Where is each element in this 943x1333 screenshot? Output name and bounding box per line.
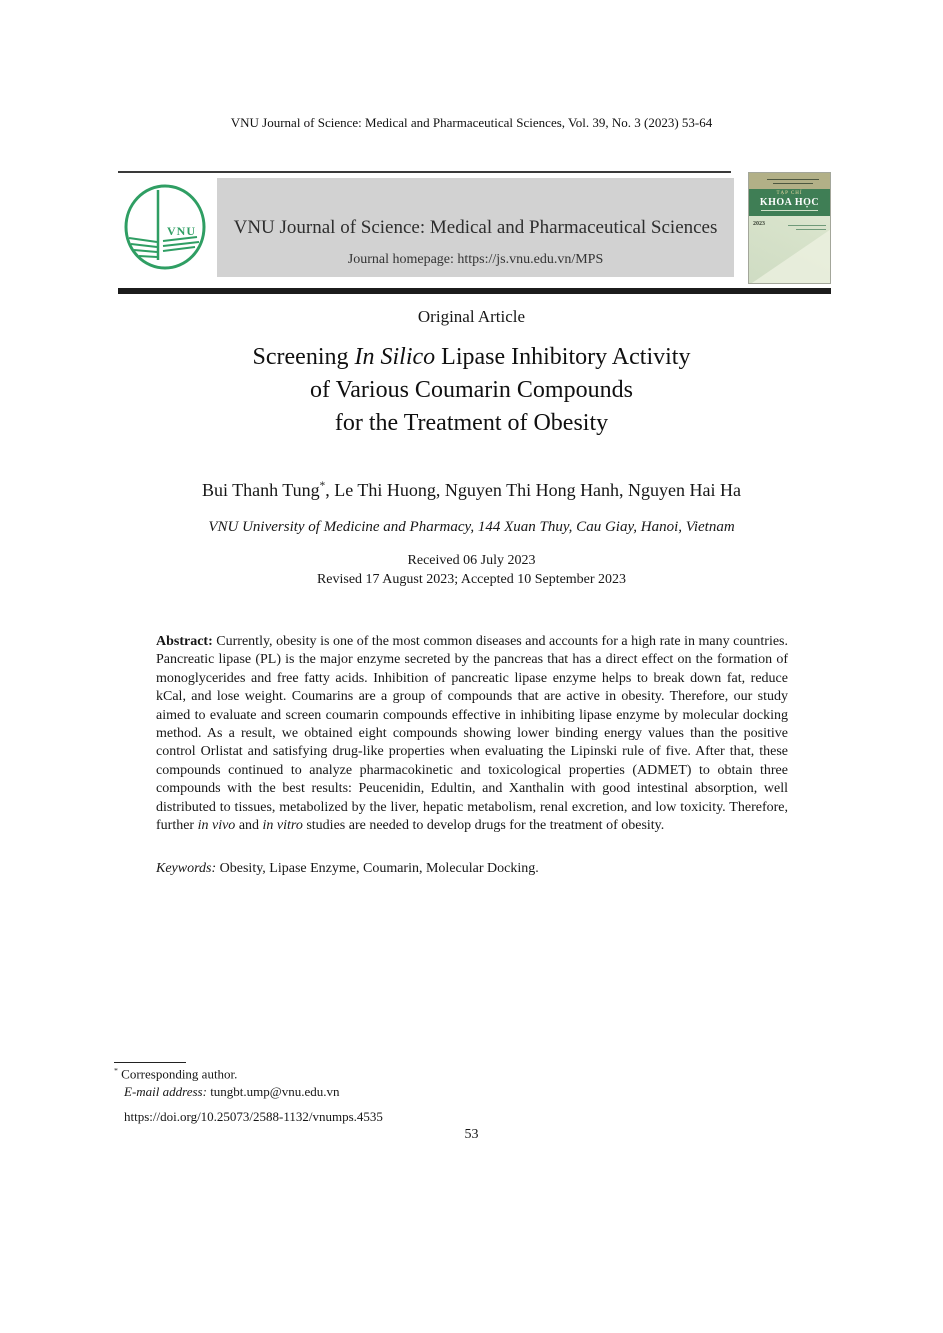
affiliation: VNU University of Medicine and Pharmacy, 144 Xuan Thuy, Cau Giay, Hanoi, Vietnam: [208, 519, 735, 535]
cover-underline-decor: [761, 210, 818, 211]
title-line2: of Various Coumarin Compounds: [310, 377, 633, 403]
cover-top-decor-line: [773, 183, 813, 184]
author-list: [0, 480, 943, 501]
abstract-label: Abstract:: [156, 634, 213, 649]
title-segment: Screening: [252, 344, 355, 370]
email-address-link[interactable]: tungbt.ump@vnu.edu.vn: [210, 1084, 340, 1099]
page-number: 53: [464, 1127, 479, 1142]
footnote-corresponding-text: Corresponding author.: [121, 1066, 238, 1082]
footnote-corresponding: [114, 1066, 237, 1082]
abstract-italic-in-vitro: in vitro: [262, 818, 303, 834]
cover-series-label: TẠP CHÍ: [776, 191, 803, 196]
title-segment-italic: In Silico: [354, 344, 436, 370]
abstract-text: and: [235, 818, 263, 834]
footnote-rule: [114, 1062, 186, 1063]
cover-title: KHOA HỌC: [759, 197, 820, 208]
footnote-marker: *: [114, 1066, 118, 1075]
article-type-label: Original Article: [417, 307, 526, 326]
email-label: E-mail address:: [124, 1084, 207, 1099]
author-name: Bui Thanh Tung: [201, 480, 320, 500]
vnu-logo-svg: [122, 183, 208, 271]
abstract-paragraph: [156, 633, 788, 835]
cover-side-decor-line: [788, 225, 826, 226]
doi-link[interactable]: https://doi.org/10.25073/2588-1132/vnumps.4535: [124, 1109, 383, 1124]
abstract-text: studies are needed to develop drugs for the treatment of obesity.: [302, 818, 665, 834]
author-names: , Le Thi Huong, Nguyen Thi Hong Hanh, Nguyen Hai Ha: [325, 480, 742, 500]
vnu-logo-text: VNU: [167, 224, 196, 238]
title-line3: for the Treatment of Obesity: [334, 410, 609, 436]
running-header: VNU Journal of Science: Medical and Pharmaceutical Sciences, Vol. 39, No. 3 (2023) 53-64: [230, 115, 713, 130]
article-title: [0, 341, 943, 440]
cover-top-band: [749, 173, 830, 189]
cover-green-band: [749, 189, 830, 216]
cover-year: 2023: [753, 221, 765, 227]
title-segment: Lipase Inhibitory Activity: [435, 344, 691, 370]
received-date: Received 06 July 2023: [407, 553, 536, 568]
footnote-email-line: [124, 1084, 340, 1100]
revised-accepted-dates: Revised 17 August 2023; Accepted 10 September 2023: [316, 572, 627, 587]
keywords-text: Obesity, Lipase Enzyme, Coumarin, Molecular Docking.: [216, 861, 539, 876]
masthead-bottom-rule: [118, 288, 831, 294]
keywords-line: [156, 861, 788, 877]
abstract-italic-in-vivo: in vivo: [197, 818, 236, 834]
journal-title: VNU Journal of Science: Medical and Pharmaceutical Sciences: [233, 217, 718, 238]
journal-banner: [217, 178, 734, 277]
keywords-label: Keywords:: [156, 861, 217, 876]
journal-cover-thumbnail: [748, 172, 831, 284]
article-dates: [0, 551, 943, 589]
cover-side-decor-line: [796, 229, 826, 230]
vnu-logo-icon: [122, 183, 208, 271]
masthead-top-rule: [118, 171, 731, 173]
journal-homepage-link[interactable]: Journal homepage: https://js.vnu.edu.vn/MPS: [347, 252, 604, 267]
cover-top-decor-line: [767, 179, 819, 180]
abstract-text: Currently, obesity is one of the most common diseases and accounts for a high rate in many countries. Pancreatic lipase (PL) is the major enzyme secreted by the pancreas that has a direct effect on the formation of monoglycerides and free fatty acids. Inhibition of pancreatic lipase enzyme helps to break down fat, reduce kCal, and lose weight. Coumarins are a group of compounds that are active in obesity. Therefore, our study aimed to evaluate and screen coumarin compounds effective in inhibiting lipase enzyme by molecular docking method. As a result, we obtained eight compounds showing lower binding energy values than the positive control Orlistat and satisfying drug-like properties when evaluating the Lipinski rule of five. After that, these compounds continued to analyze pharmacokinetic and toxicological properties (ADMET) to obtain three compounds with the best results: Peucenidin, Edultin, and Xanthalin with good intestinal absorption, well distributed to tissues, metabolized by the liver, hepatic metabolism, renal excretion, and low toxicity. Therefore, further: [156, 634, 788, 834]
corresponding-author-marker: *: [319, 480, 326, 492]
